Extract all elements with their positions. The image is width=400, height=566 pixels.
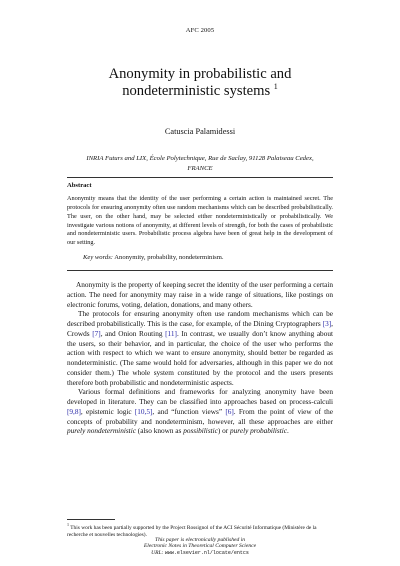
paragraph-3: Various formal definitions and frameworks for analyzing anonymity have been developed in literature. They can be classified into approaches based on process-calculi [9,8], epistemic logic [10,5], and “function views” [6]. From the point of view of the concepts of probability and nondeterminism, however, all these approaches are either purely nondeterministic (also known as possibilistic) or purely probabilistic. xyxy=(67,388,333,436)
citation-link[interactable]: [6] xyxy=(225,407,234,416)
publication-imprint xyxy=(0,537,400,556)
footnote-mark: 1 xyxy=(67,522,69,527)
affiliation-line-2: FRANCE xyxy=(187,165,213,172)
keywords xyxy=(67,254,333,261)
paragraph-1: Anonymity is the property of keeping secret the identity of the user performing a certain action. The need for anonymity may raise in a wide range of situations, like postings on electronic forums, voting, delation, donations, and many others. xyxy=(67,281,333,309)
footnote-rule xyxy=(67,519,115,520)
affiliation-line-1: INRIA Futurs and LIX, École Polytechnique, Rue de Saclay, 91128 Palaiseau Cedex, xyxy=(86,155,314,162)
imprint-url[interactable]: www.elsevier.nl/locate/entcs xyxy=(164,549,249,556)
title-line-1: Anonymity in probabilistic and xyxy=(108,66,292,82)
abstract-heading: Abstract xyxy=(67,182,92,189)
paragraph-2: The protocols for ensuring anonymity often use random mechanisms which can be described probabilistically. This is the case, for example, of the Dining Cryptographers [3], Crowds [7], and Onion Routing [11]. In contrast, we usually don’t know anything about the users, so their behavior, and in particular, the choice of the user who performs the action with respect to which we want to ensure anonymity, should better be regarded as nondeterministic. (The same would hold for adversaries, although in this paper we do not consider them.) The whole system constituted by the protocol and the users presents therefore both probabilistic and nondeterministic aspects. xyxy=(67,310,333,387)
footnote-text: This work has been partially supported by the Project Rossignol of the ACI Sécurité Informatique (Ministère de la recherche et nouvelles technologies). xyxy=(67,524,317,538)
title-line-2: nondeterministic systems xyxy=(122,82,271,99)
imprint-line-2: Electronic Notes in Theoretical Computer Science xyxy=(143,543,257,550)
citation-link[interactable]: [3] xyxy=(322,320,332,328)
citation-link[interactable]: [10,5] xyxy=(134,407,153,416)
paper-title xyxy=(40,66,360,99)
imprint-line-1: This paper is electronically published in xyxy=(154,537,246,543)
title-footnote-mark[interactable]: 1 xyxy=(273,81,278,91)
keywords-label: Key words: xyxy=(83,254,113,261)
citation-link[interactable]: [11] xyxy=(165,329,177,338)
abstract-bottom-rule xyxy=(67,270,333,271)
author-affiliation xyxy=(60,154,340,174)
abstract-top-rule xyxy=(67,177,333,178)
abstract-text: Anonymity means that the identity of the user performing a certain action is maintained secret. The protocols for ensuring anonymity often use random mechanisms which can be described probabilistically. The user, on the other hand, may be selected either nondeterministically or probabilistically. We investigate various notions of anonymity, at different levels of strength, for both the cases of probabilistic and nondeterministic users. Probabilistic process algebra have been of great help in the development of our setting. xyxy=(67,195,333,247)
keywords-list: Anonymity, probability, nondeterminism. xyxy=(114,254,224,261)
body-text xyxy=(67,281,333,437)
imprint-url-label: URL: xyxy=(151,549,165,556)
citation-link[interactable]: [7] xyxy=(92,329,101,338)
author-name: Catuscia Palamidessi xyxy=(164,127,236,136)
running-header: AFC 2005 xyxy=(185,27,215,34)
citation-link[interactable]: [9,8] xyxy=(67,407,81,416)
